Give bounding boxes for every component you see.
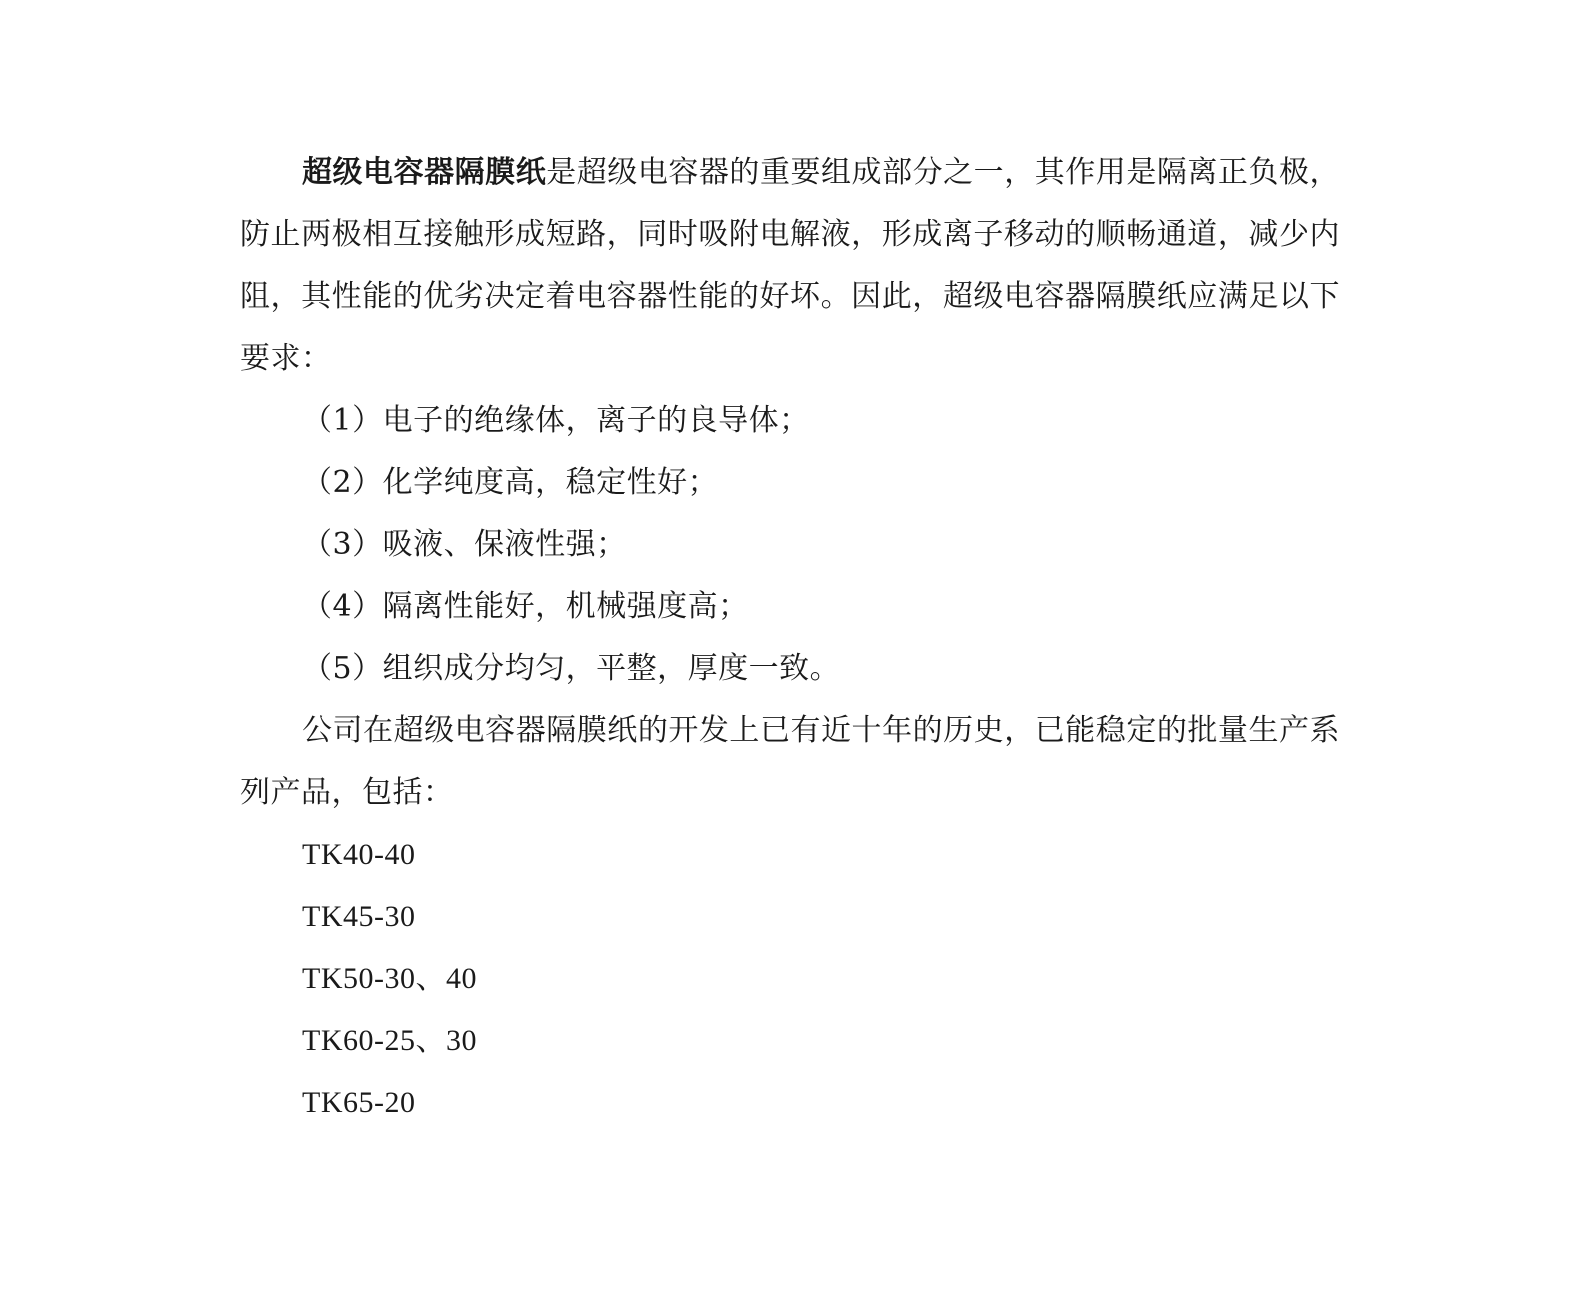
product-item: TK50-30、40: [302, 962, 477, 995]
product-item: TK65-20: [302, 1086, 416, 1119]
document-body: [240, 142, 1340, 1134]
requirement-item: （2）化学纯度高，稳定性好；: [302, 465, 719, 500]
company-text: 公司在超级电容器隔膜纸的开发上已有近十年的历史，已能稳定的批量生产系列产品，包括：: [240, 713, 1340, 810]
intro-bold-term: 超级电容器隔膜纸: [302, 155, 547, 190]
product-item: TK45-30: [302, 900, 416, 933]
intro-text: 是超级电容器的重要组成部分之一，其作用是隔离正负极，防止两极相互接触形成短路，同时吸附电解液，形成离子移动的顺畅通道，减少内阻，其性能的优劣决定着电容器性能的好坏。因此，超级电容器隔膜纸应满足以下要求：: [240, 155, 1341, 376]
product-item: TK60-25、30: [302, 1024, 477, 1057]
intro-paragraph: [240, 142, 1340, 390]
requirement-item: （3）吸液、保液性强；: [302, 527, 627, 562]
requirement-item: （5）组织成分均匀，平整，厚度一致。: [302, 651, 841, 686]
requirement-item: （1）电子的绝缘体，离子的良导体；: [302, 403, 810, 438]
product-item: TK40-40: [302, 838, 416, 871]
requirement-item: （4）隔离性能好，机械强度高；: [302, 589, 749, 624]
company-paragraph: [240, 700, 1340, 824]
requirements-list: [240, 390, 1340, 700]
product-list: [240, 824, 1340, 1134]
